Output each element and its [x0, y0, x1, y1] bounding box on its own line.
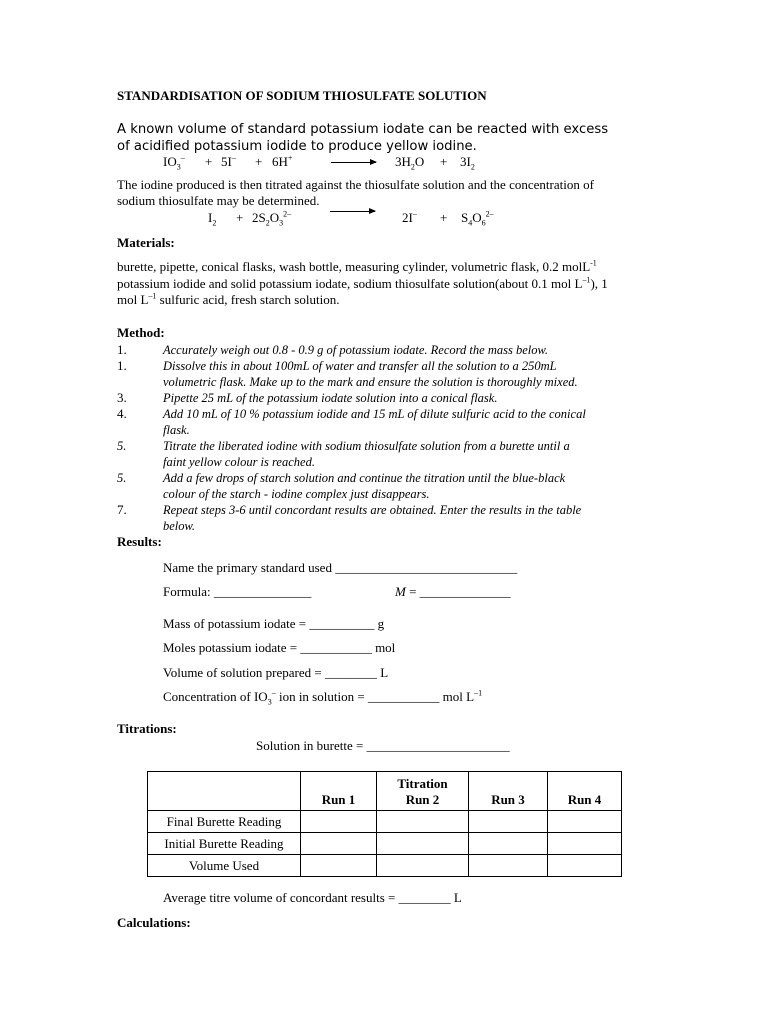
- eq2-iodine: $I_2$: [208, 210, 217, 228]
- eq1-plus-2: +: [255, 154, 263, 169]
- step-text: Titrate the liberated iodine with sodium thiosulfate solution from a burette until a: [163, 439, 570, 453]
- eq2-iodide: 2I–: [402, 209, 417, 225]
- eq2-tetrathionate: $S_4O_6^{2-}$: [461, 209, 494, 228]
- step-number: 5.: [117, 439, 127, 453]
- eq1-io3: $IO_3^-$: [163, 153, 185, 172]
- table-row: [148, 811, 622, 833]
- step-text: flask.: [163, 423, 190, 437]
- step-number: 1.: [117, 358, 127, 373]
- table-cell[interactable]: [548, 833, 622, 855]
- results-heading: Results:: [117, 534, 162, 549]
- materials-line-3: mol $L^{-1}$ sulfuric acid, fresh starch solution.: [117, 291, 340, 307]
- table-header-row: [148, 772, 622, 811]
- intro-line-2: of acidified potassium iodide to produce yellow iodine.: [117, 139, 477, 154]
- table-header-run-3: Run 3: [469, 772, 548, 811]
- table-header-run-4: Run 4: [548, 772, 622, 811]
- step-number: 4.: [117, 406, 127, 421]
- eq1-plus-3: +: [440, 154, 448, 169]
- table-cell[interactable]: [377, 855, 469, 877]
- eq2-arrow-icon: [330, 211, 375, 212]
- table-header-run-1: Run 1: [301, 772, 377, 811]
- eq2-thiosulfate: $2S_2O_3^{2-}$: [252, 209, 292, 228]
- step-text: volumetric flask. Make up to the mark and ensure the solution is thoroughly mixed.: [163, 375, 578, 389]
- eq1-arrow-icon: [331, 162, 376, 163]
- table-cell[interactable]: [469, 811, 548, 833]
- step-text: colour of the starch - iodine complex just disappears.: [163, 487, 430, 501]
- step-text: Add 10 mL of 10 % potassium iodide and 15 mL of dilute sulfuric acid to the conical: [163, 407, 586, 421]
- para2-line-1: The iodine produced is then titrated against the thiosulfate solution and the concentration of: [117, 177, 594, 192]
- burette-solution-field[interactable]: Solution in burette = ______________________: [256, 738, 510, 753]
- intro-line-1: A known volume of standard potassium iodate can be reacted with excess: [117, 122, 609, 137]
- table-cell[interactable]: [548, 811, 622, 833]
- average-titre-field[interactable]: Average titre volume of concordant results = ________ L: [163, 890, 462, 905]
- molar-mass-field[interactable]: M = ______________: [395, 584, 511, 599]
- step-number: 1.: [117, 342, 127, 357]
- step-text: below.: [163, 519, 196, 533]
- calculations-heading: Calculations:: [117, 915, 191, 930]
- step-text: Pipette 25 mL of the potassium iodate solution into a conical flask.: [163, 391, 498, 405]
- titration-table: [147, 771, 622, 877]
- table-cell[interactable]: [469, 833, 548, 855]
- row-label: Volume Used: [148, 855, 301, 877]
- eq1-water: $3H_2O$: [395, 154, 425, 172]
- mass-field[interactable]: Mass of potassium iodate = __________ g: [163, 616, 385, 631]
- table-header-run-2: Titration Run 2: [377, 772, 469, 811]
- table-cell[interactable]: [301, 811, 377, 833]
- table-cell[interactable]: [377, 811, 469, 833]
- row-label: Final Burette Reading: [148, 811, 301, 833]
- titrations-heading: Titrations:: [117, 721, 177, 736]
- table-cell[interactable]: [301, 833, 377, 855]
- materials-heading: Materials:: [117, 235, 175, 250]
- method-heading: Method:: [117, 325, 165, 340]
- step-text: faint yellow colour is reached.: [163, 455, 315, 469]
- eq1-hydrogen: 6H+: [272, 153, 293, 169]
- eq1-iodide: 5I–: [221, 153, 236, 169]
- step-text: Dissolve this in about 100mL of water and transfer all the solution to a 250mL: [163, 359, 557, 373]
- step-text: Add a few drops of starch solution and continue the titration until the blue-black: [163, 471, 566, 485]
- materials-line-2: potassium iodide and solid potassium iodate, sodium thiosulfate solution(about 0.1 mol $L^{-1}$), 1: [117, 275, 608, 291]
- eq1-iodine: $3I_2$: [460, 154, 475, 172]
- table-cell[interactable]: [377, 833, 469, 855]
- eq2-plus-2: +: [440, 210, 448, 225]
- primary-standard-field[interactable]: Name the primary standard used ____________________________: [163, 560, 518, 575]
- row-label: Initial Burette Reading: [148, 833, 301, 855]
- table-row: [148, 855, 622, 877]
- table-cell[interactable]: [301, 855, 377, 877]
- volume-field[interactable]: Volume of solution prepared = ________ L: [163, 665, 389, 680]
- step-text: Accurately weigh out 0.8 - 0.9 g of potassium iodate. Record the mass below.: [163, 343, 549, 357]
- eq2-plus-1: +: [236, 210, 244, 225]
- step-number: 5.: [117, 471, 127, 485]
- step-text: Repeat steps 3-6 until concordant results are obtained. Enter the results in the table: [163, 503, 582, 517]
- moles-field[interactable]: Moles potassium iodate = ___________ mol: [163, 640, 396, 655]
- table-row: [148, 833, 622, 855]
- table-cell[interactable]: [469, 855, 548, 877]
- materials-line-1: burette, pipette, conical flasks, wash bottle, measuring cylinder, volumetric flask, 0.2 molL$^{-1}$: [117, 258, 597, 274]
- concentration-field[interactable]: Concentration of $IO_3^-$ ion in solution = ___________ mol $L^{-1}$: [163, 688, 483, 707]
- formula-field[interactable]: Formula: _______________: [163, 584, 312, 599]
- page-title: STANDARDISATION OF SODIUM THIOSULFATE SOLUTION: [117, 88, 487, 103]
- step-number: 3.: [117, 390, 127, 405]
- table-header-empty: [148, 772, 301, 811]
- table-cell[interactable]: [548, 855, 622, 877]
- eq1-plus-1: +: [205, 154, 213, 169]
- step-number: 7.: [117, 502, 127, 517]
- para2-line-2: sodium thiosulfate may be determined.: [117, 193, 320, 208]
